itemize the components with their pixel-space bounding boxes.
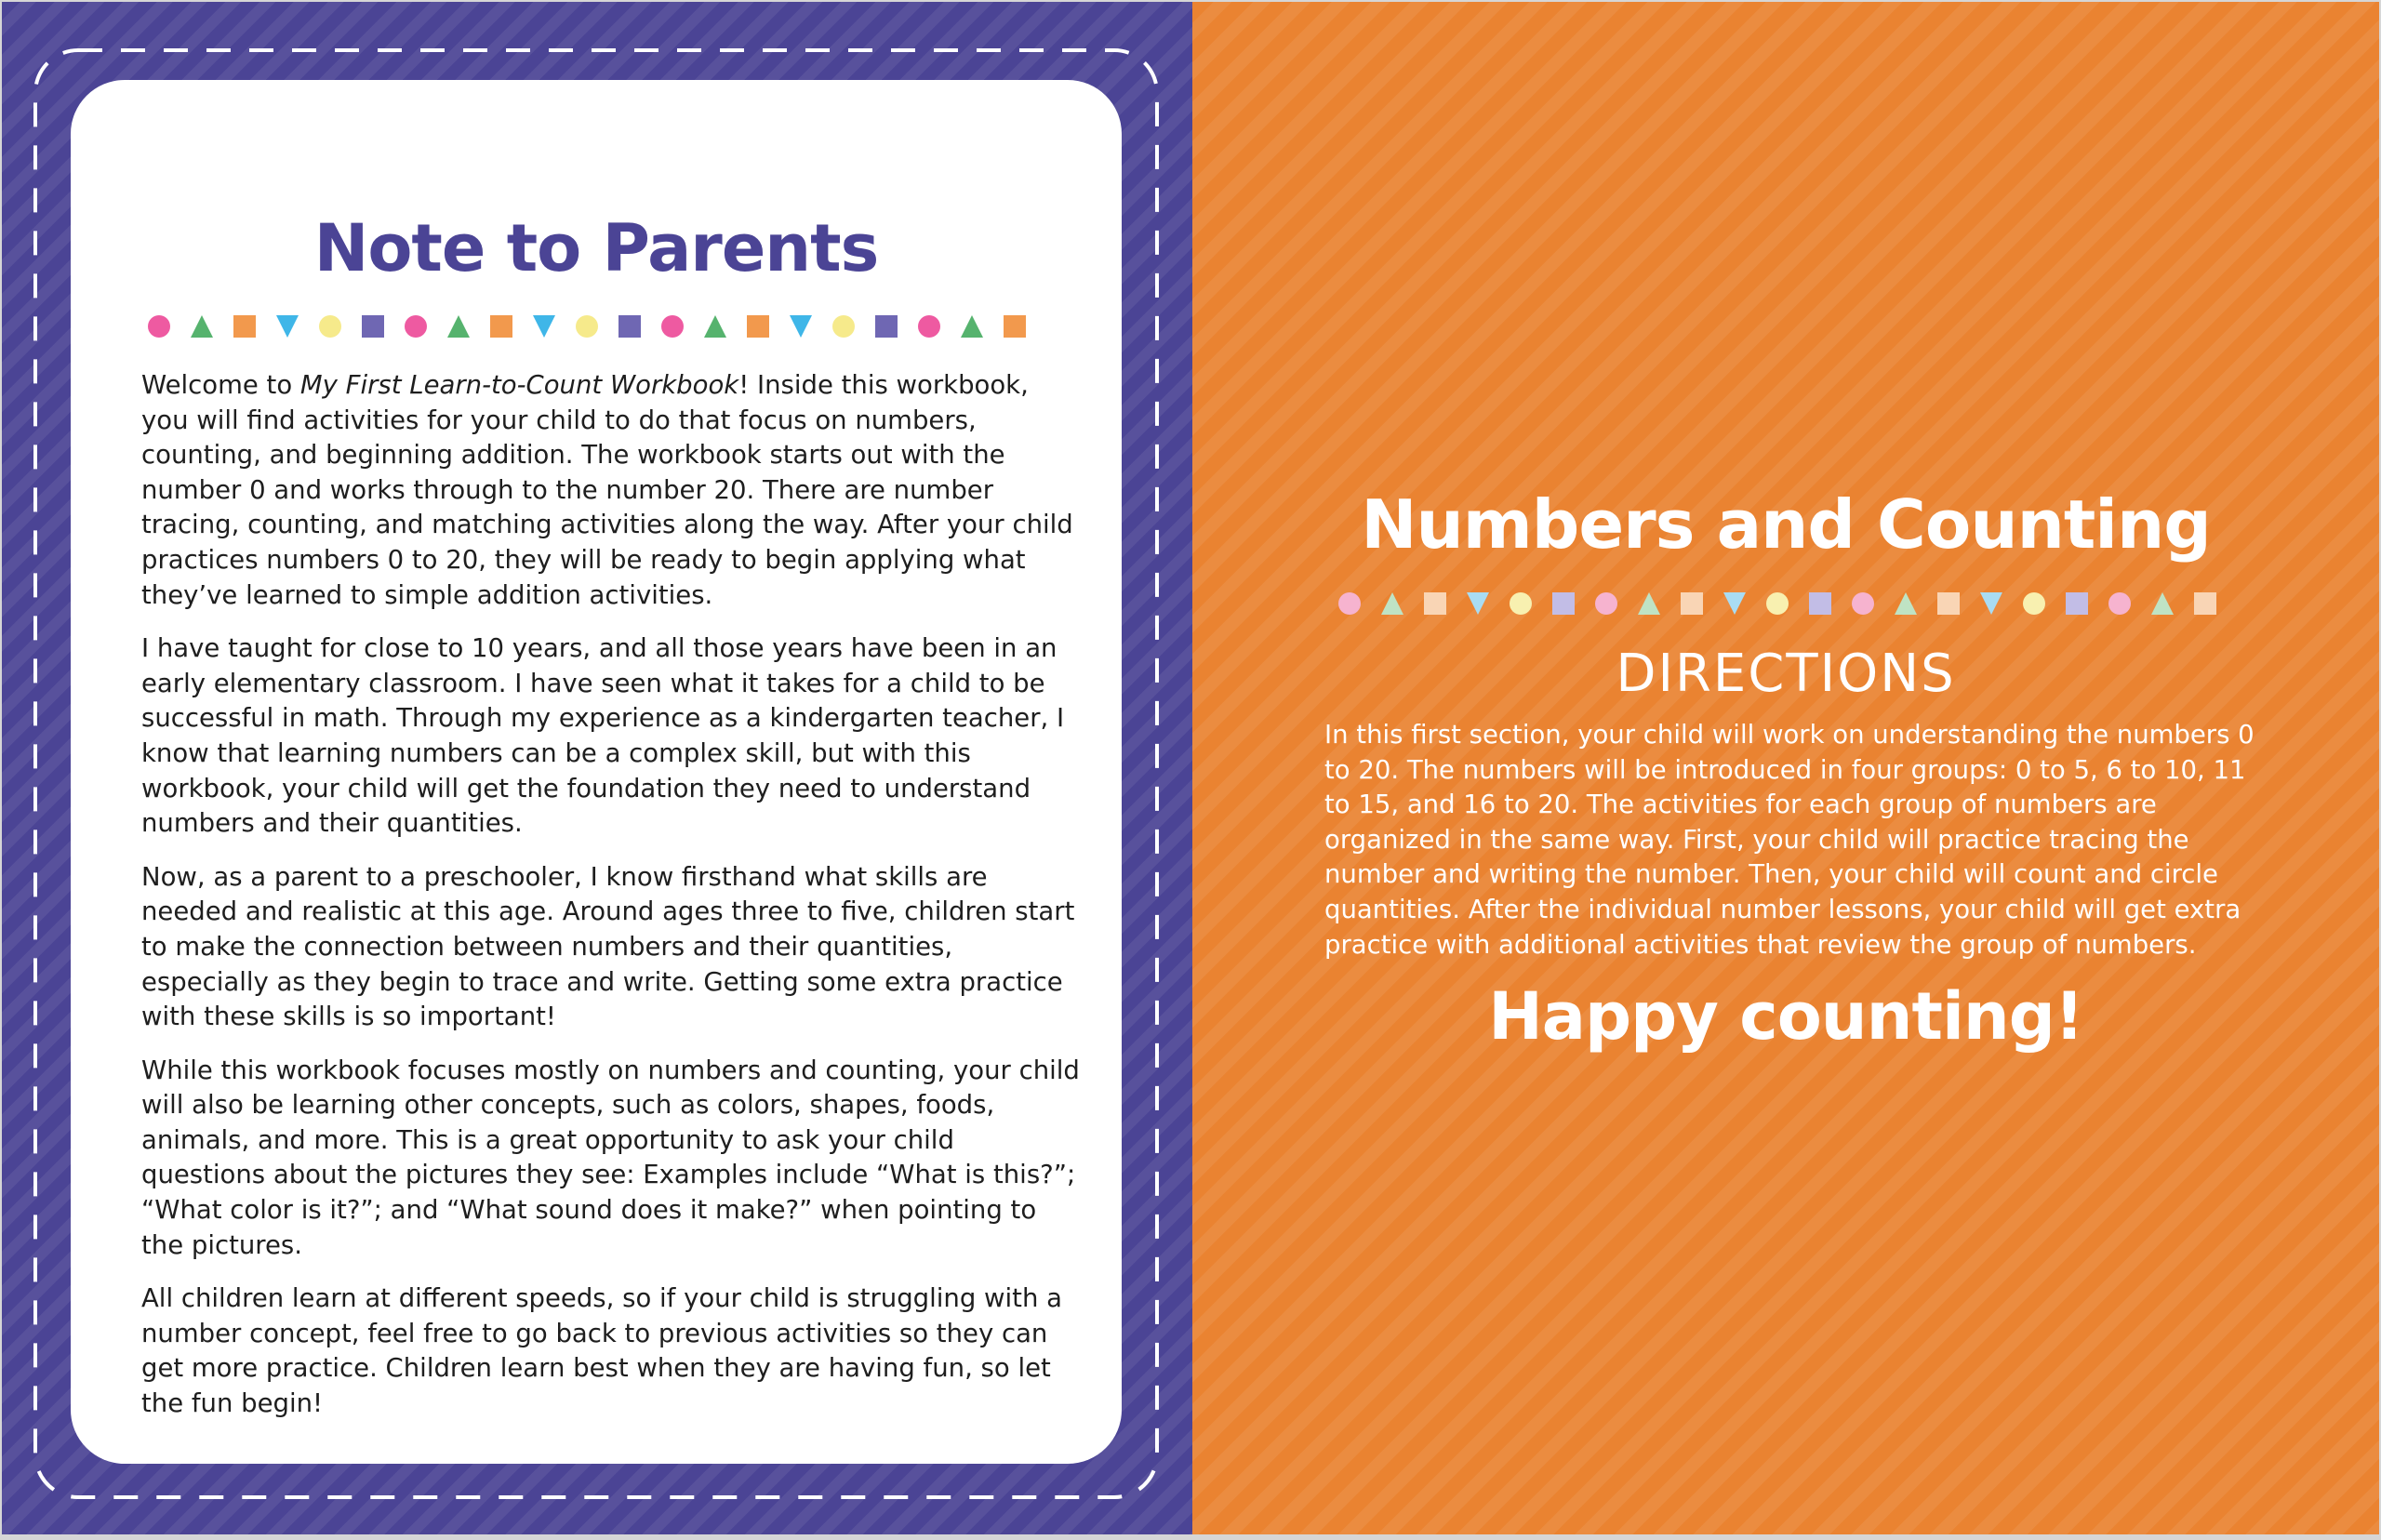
circle-shape-icon	[2108, 591, 2132, 616]
triangle-down-shape-icon	[1979, 591, 2003, 616]
square-shape-icon	[1936, 591, 1961, 616]
circle-shape-icon	[147, 314, 171, 339]
square-shape-icon	[1003, 314, 1027, 339]
square-shape-icon	[1551, 591, 1576, 616]
right-page	[1192, 2, 2379, 1534]
circle-shape-icon	[404, 314, 428, 339]
note-card	[71, 80, 1122, 1464]
paragraph: Now, as a parent to a preschooler, I know firsthand what skills are needed and realistic at this age. Around ages three to five, children start to make the connection between numbers and their quantities, especially as they begin to trace and write. Getting some extra practice with these skills is so important!	[141, 861, 1075, 1032]
square-shape-icon	[1808, 591, 1832, 616]
paragraph: While this workbook focuses mostly on numbers and counting, your child will also be learning other concepts, such as colors, shapes, foods, animals, and more. This is a great opportunity to ask your child questions about the pictures they see: Examples include “What is this?”; “What color is it?”; and “What sound does it make?” when pointing to the pictures.	[141, 1055, 1080, 1260]
paragraph	[141, 368, 1081, 613]
triangle-shape-icon	[1894, 591, 1918, 616]
circle-shape-icon	[575, 314, 599, 339]
closing-text: Happy counting!	[1488, 978, 2083, 1055]
circle-shape-icon	[1851, 591, 1875, 616]
square-shape-icon	[361, 314, 385, 339]
circle-shape-icon	[917, 314, 941, 339]
workbook-title: My First Learn-to-Count Workbook	[299, 370, 739, 400]
triangle-down-shape-icon	[1466, 591, 1490, 616]
circle-shape-icon	[2022, 591, 2046, 616]
left-page	[2, 2, 1192, 1534]
triangle-shape-icon	[2150, 591, 2175, 616]
square-shape-icon	[618, 314, 642, 339]
paragraph: I have taught for close to 10 years, and all those years have been in an early elementary classroom. I have seen what it takes for a child to be successful in math. Through my experience as a kindergarten teacher, I know that learning numbers can be a complex skill, but with this workbook, your child will get the foundation they need to understand numbers and their quantities.	[141, 633, 1065, 839]
square-shape-icon	[1423, 591, 1447, 616]
note-body	[141, 368, 1081, 1440]
circle-shape-icon	[660, 314, 685, 339]
triangle-shape-icon	[446, 314, 471, 339]
triangle-down-shape-icon	[1723, 591, 1747, 616]
triangle-down-shape-icon	[789, 314, 813, 339]
triangle-shape-icon	[1637, 591, 1661, 616]
square-shape-icon	[233, 314, 257, 339]
triangle-shape-icon	[190, 314, 214, 339]
note-title: Note to Parents	[313, 210, 879, 286]
circle-shape-icon	[1594, 591, 1618, 616]
directions-text: In this first section, your child will work on understanding the numbers 0 to 20. The numbers will be introduced in four groups: 0 to 5, 6 to 10, 11 to 15, and 16 to 20. The activities for each group of numbers are organized in the same way. First, your child will practice tracing the number and writing the number. Then, your child will count and circle quantities. After the individual number lessons, your child will get extra practice with additional activities that review the group of numbers.	[1324, 720, 2255, 960]
triangle-shape-icon	[1380, 591, 1404, 616]
decorative-shapes-row	[1337, 591, 2236, 616]
square-shape-icon	[2065, 591, 2089, 616]
square-shape-icon	[2193, 591, 2217, 616]
triangle-shape-icon	[960, 314, 984, 339]
circle-shape-icon	[1337, 591, 1362, 616]
circle-shape-icon	[1509, 591, 1533, 616]
circle-shape-icon	[1765, 591, 1789, 616]
triangle-down-shape-icon	[532, 314, 556, 339]
circle-shape-icon	[831, 314, 856, 339]
square-shape-icon	[1680, 591, 1704, 616]
square-shape-icon	[874, 314, 898, 339]
triangle-down-shape-icon	[275, 314, 299, 339]
paragraph-text: Welcome to	[141, 370, 300, 400]
paragraph-text: ! Inside this workbook, you will find activities for your child to do that focus on numbers, counting, and beginning addition. The workbook starts out with the number 0 and works through to the number 20. There are number tracing, counting, and matching activities along the way. After your child practices numbers 0 to 20, they will be ready to begin applying what they’ve learned to simple addition activities.	[141, 370, 1073, 610]
section-title: Numbers and Counting	[1361, 485, 2211, 564]
square-shape-icon	[489, 314, 513, 339]
square-shape-icon	[746, 314, 770, 339]
decorative-shapes-row	[147, 314, 1045, 339]
circle-shape-icon	[318, 314, 342, 339]
paragraph: All children learn at different speeds, so if your child is struggling with a number concept, feel free to go back to previous activities so they can get more practice. Children learn best when they are having fun, so let the fun begin!	[141, 1283, 1062, 1419]
triangle-shape-icon	[703, 314, 727, 339]
directions-heading: DIRECTIONS	[1616, 644, 1956, 704]
